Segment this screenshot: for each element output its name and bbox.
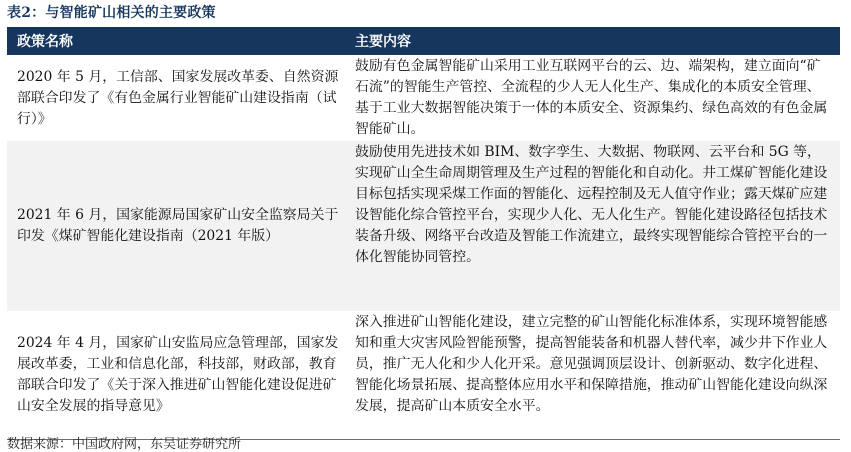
policy-cell: 2020 年 5 月，工信部、国家发展改革委、自然资源部联合印发了《有色金属行业智能矿山建设指南（试行）》 (17, 68, 339, 127)
content-cell: 鼓励有色金属智能矿山采用工业互联网平台的云、边、端架构，建立面向“矿石流”的智能生产管控、全流程的少人无人化生产、集成化的本质安全管理、基于工业大数据智能决策于一体的本质安全、资源集约、绿色高效的有色金属智能矿山。 (355, 58, 828, 137)
header-policy-name: 政策名称 (7, 27, 345, 55)
table-caption: 表2：与智能矿山相关的主要政策 (7, 5, 216, 21)
table-row (7, 311, 840, 440)
content-cell: 深入推进矿山智能化建设，建立完整的矿山智能化标准体系，实现环境智能感知和重大灾害风险智能预警，提高智能装备和机器人替代率，减少井下作业人员，推广无人化和少人化开采。意见强调顶层设计、创新驱动、数字化进程、智能化场景拓展、提高整体应用水平和保障措施，推动矿山智能化建设向纵深发展，提高矿山本质安全水平。 (355, 314, 828, 414)
policy-cell: 2021 年 6 月，国家能源局国家矿山安全监察局关于印发《煤矿智能化建设指南（2021 年版） (7, 141, 345, 311)
data-source-note: 数据来源：中国政府网，东吴证券研究所 (7, 437, 242, 452)
table-row (7, 55, 840, 141)
table-header-row (7, 27, 840, 55)
content-cell: 鼓励使用先进技术如 BIM、数字孪生、大数据、物联网、云平台和 5G 等，实现矿山全生命周期管理及生产过程的智能化和自动化。井工煤矿智能化建设目标包括实现采煤工作面的智能化、远程控制及无人值守作业；露天煤矿应建设智能化综合管控平台，实现少人化、无人化生产。智能化建设路径包括技术装备升级、网络平台改造及智能工作流建立，最终实现智能综合管控平台的一体化智能协同管控。 (345, 141, 840, 311)
policy-cell: 2024 年 4 月，国家矿山安监局应急管理部，国家发展改革委，工业和信息化部，科技部，财政部，教育部联合印发了《关于深入推进矿山智能化建设促进矿山安全发展的指导意见》 (17, 335, 339, 414)
policy-table (7, 27, 840, 440)
header-main-content: 主要内容 (345, 27, 840, 55)
table-row (7, 141, 840, 311)
